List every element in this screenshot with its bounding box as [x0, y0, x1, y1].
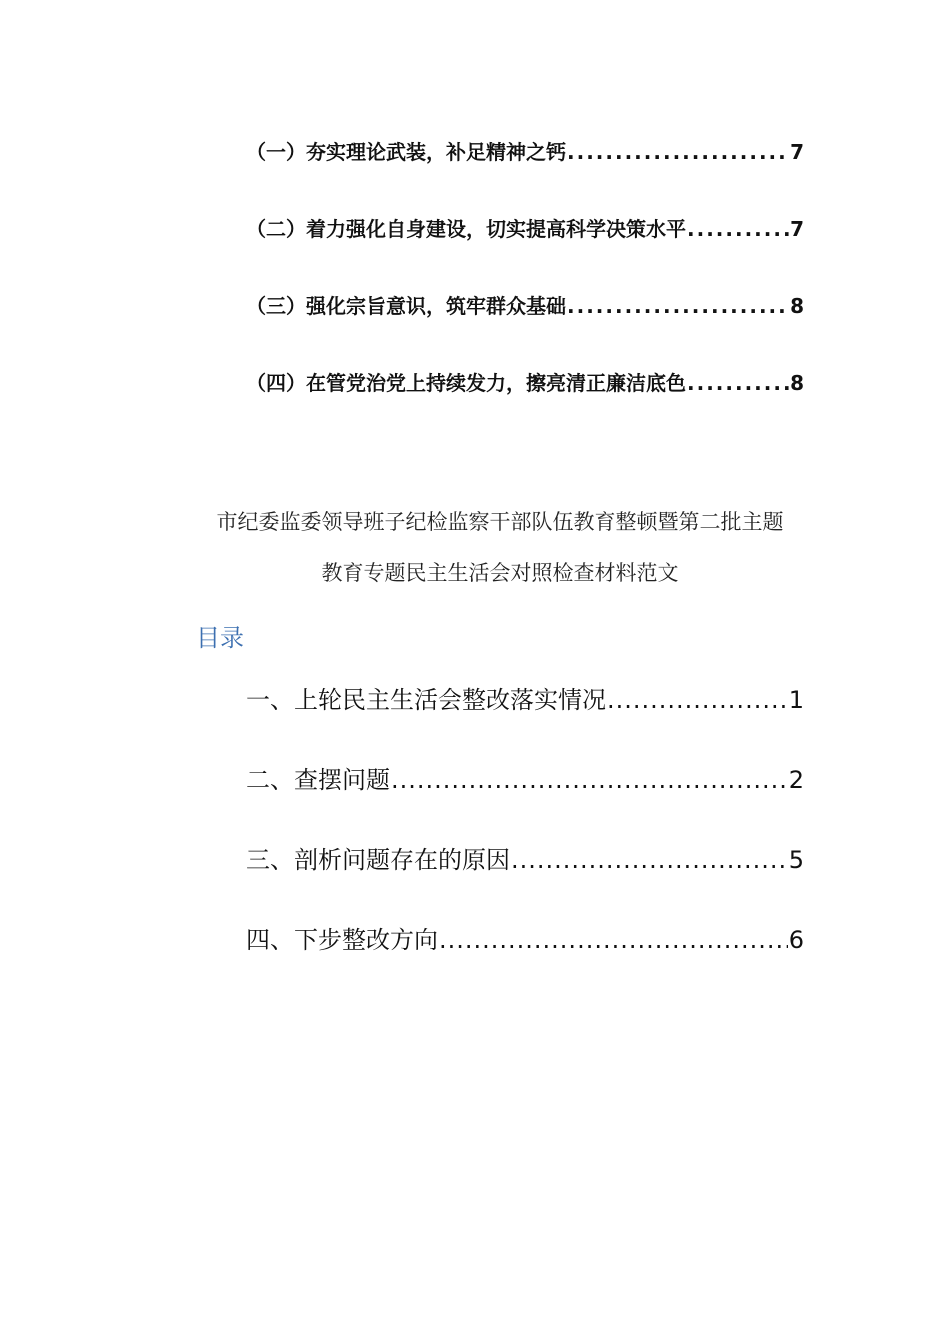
toc-subentry-page: 8	[790, 294, 804, 318]
toc-subentry-label: （三）强化宗旨意识，筑牢群众基础	[246, 294, 566, 318]
toc-subentry-label: （二）着力强化自身建设，切实提高科学决策水平	[246, 217, 686, 241]
toc-entry-page: 5	[788, 846, 804, 874]
dot-leader	[607, 686, 788, 714]
document-title-line-2: 教育专题民主生活会对照检查材料范文	[321, 561, 679, 585]
toc-subentry[interactable]	[246, 136, 804, 166]
toc-subentry[interactable]	[246, 290, 804, 320]
dot-leader	[567, 294, 789, 318]
document-title-line-1: 市纪委监委领导班子纪检监察干部队伍教育整顿暨第二批主题	[216, 510, 784, 534]
toc-entry[interactable]	[246, 920, 804, 956]
toc-entry[interactable]	[246, 760, 804, 796]
toc-entry-page: 2	[788, 766, 804, 794]
toc-entry-label: 四、下步整改方向	[246, 926, 438, 954]
toc-subentry-page: 7	[790, 140, 804, 164]
toc-subentry-label: （四）在管党治党上持续发力，擦亮清正廉洁底色	[246, 371, 686, 395]
dot-leader	[687, 371, 789, 395]
toc-entry-label: 二、查摆问题	[246, 766, 390, 794]
dot-leader	[687, 217, 789, 241]
dot-leader	[511, 846, 788, 874]
toc-entry-label: 三、剖析问题存在的原因	[246, 846, 510, 874]
toc-subentry[interactable]	[246, 213, 804, 243]
toc-subentry-page: 7	[790, 217, 804, 241]
dot-leader	[391, 766, 788, 794]
toc-subentry-label: （一）夯实理论武装，补足精神之钙	[246, 140, 566, 164]
toc-subentry[interactable]	[246, 367, 804, 397]
dot-leader	[567, 140, 789, 164]
toc-subentry-page: 8	[790, 371, 804, 395]
toc-entry[interactable]	[246, 840, 804, 876]
toc-entry-page: 1	[788, 686, 804, 714]
toc-heading: 目录	[196, 624, 244, 652]
dot-leader	[439, 926, 788, 954]
toc-entry-label: 一、上轮民主生活会整改落实情况	[246, 686, 606, 714]
toc-entry-page: 6	[788, 926, 804, 954]
toc-entry[interactable]	[246, 680, 804, 716]
